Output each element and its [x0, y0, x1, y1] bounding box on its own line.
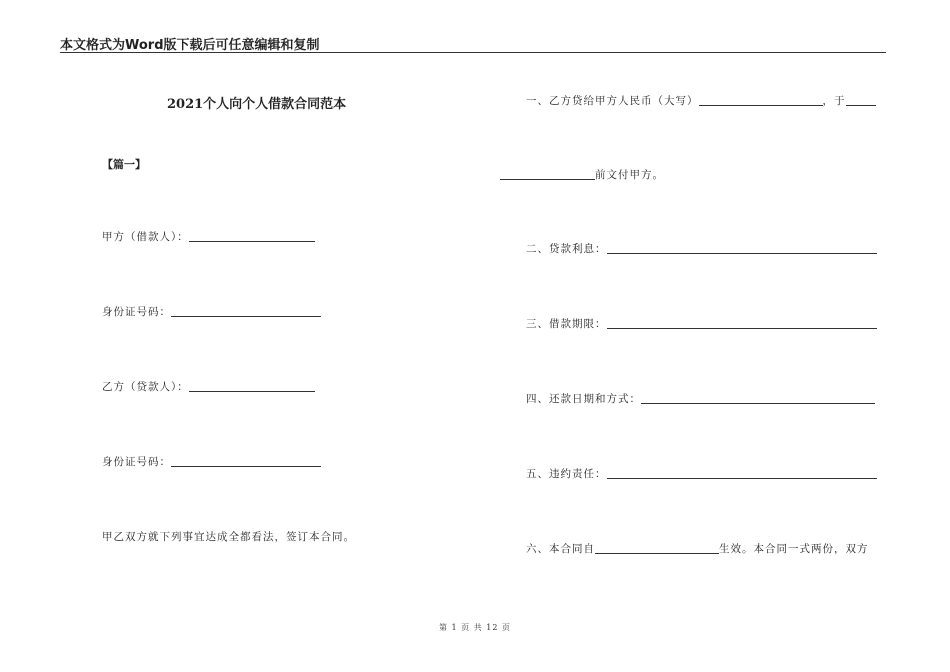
lender-id-line: [102, 454, 321, 469]
borrower-blank[interactable]: [189, 240, 315, 242]
item2-line: [526, 241, 877, 256]
agreement-text: [102, 529, 355, 544]
lender-id-blank[interactable]: [171, 465, 321, 467]
borrower-line: [102, 229, 315, 244]
item1-continued-line: [500, 167, 664, 182]
item4-blank[interactable]: [641, 402, 875, 404]
borrower-id-blank[interactable]: [171, 315, 321, 317]
item6-prefix: 六、本合同自: [526, 543, 595, 555]
item1-mid: ，于: [822, 95, 846, 107]
item4-line: [526, 391, 875, 406]
lender-label: 乙方（贷款人）：: [102, 381, 189, 393]
borrower-id-line: [102, 304, 321, 319]
lender-line: [102, 379, 315, 394]
section-heading: 【篇一】: [102, 158, 146, 171]
item1-prefix: 一、乙方贷给甲方人民币（大写）: [526, 95, 699, 107]
header-banner: 本文格式为Word版下载后可任意编辑和复制: [60, 38, 320, 53]
item6-line: [526, 541, 869, 556]
item1-amount-blank[interactable]: [699, 104, 823, 106]
item6-date-blank[interactable]: [595, 552, 719, 554]
item5-blank[interactable]: [607, 477, 877, 479]
item4-label: 四、还款日期和方式：: [526, 393, 641, 405]
document-title: 2021个人向个人借款合同范本: [167, 97, 347, 112]
item5-label: 五、违约责任：: [526, 468, 607, 480]
lender-id-label: 身份证号码：: [102, 456, 171, 468]
item5-line: [526, 466, 877, 481]
item3-blank[interactable]: [607, 327, 877, 329]
item3-line: [526, 316, 877, 331]
borrower-id-label: 身份证号码：: [102, 306, 171, 318]
page-footer: 第 1 页 共 12 页: [439, 623, 511, 632]
item6-suffix: 生效。本合同一式两份，双方: [719, 543, 869, 555]
item2-label: 二、贷款利息：: [526, 243, 607, 255]
item1-cont-suffix: 前文付甲方。: [595, 169, 664, 181]
agreement-label: 甲乙双方就下列事宜达成全都看法，签订本合同。: [102, 531, 355, 543]
item2-blank[interactable]: [607, 252, 877, 254]
item3-label: 三、借款期限：: [526, 318, 607, 330]
borrower-label: 甲方（借款人）：: [102, 231, 189, 243]
item1-date-blank-cont[interactable]: [500, 178, 595, 180]
item1-line: [526, 93, 876, 108]
lender-blank[interactable]: [189, 390, 315, 392]
item1-date-blank[interactable]: [846, 104, 876, 106]
header-divider: [60, 52, 886, 53]
